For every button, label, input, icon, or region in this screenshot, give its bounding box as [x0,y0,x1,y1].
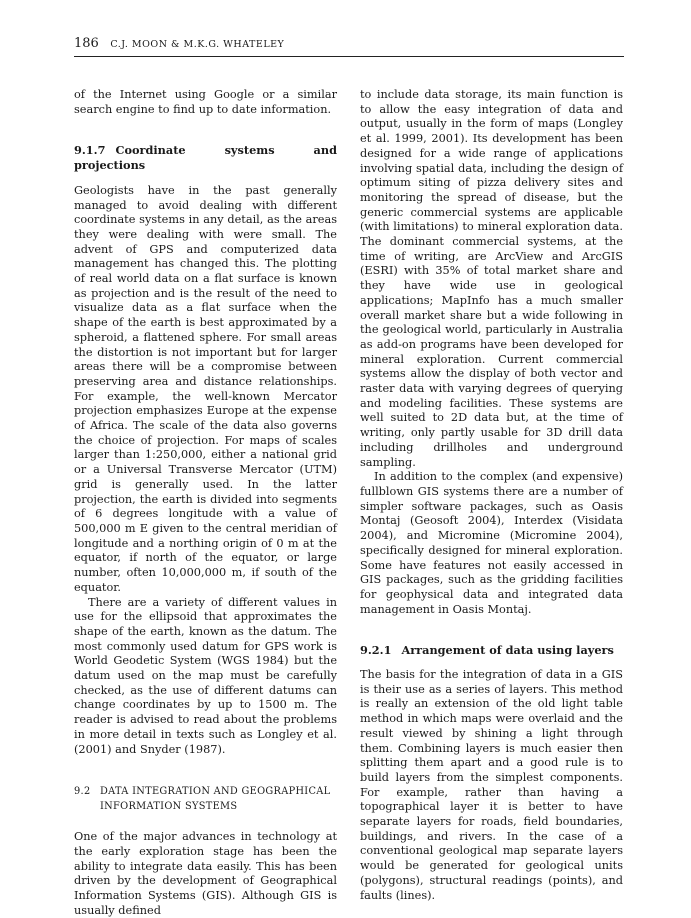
right-column [360,88,623,903]
section-number: 9.2.1 [360,643,392,658]
section-heading-9-2-1 [360,643,623,658]
paragraph-intro: of the Internet using Google or a similar search engine to find up to date information. [74,88,337,116]
section-title: Coordinate systems and projections [74,143,337,173]
header-rule [74,56,624,57]
paragraph-datum: There are a variety of different values in use for the ellipsoid that approximates the shape of the earth, known as the datum. The most commonly used datum for GPS work is World Geodetic System (WGS 1984) but the datum used on the map must be carefully checked, as the use of different datums can change coordinates by up to 1500 m. The reader is advised to read about the problems in more detail in texts such as Longley et al. (2001) and Snyder (1987). [74,595,337,756]
left-column [74,88,337,918]
section-number: 9.1.7 [74,143,106,158]
section-heading-9-2 [74,785,337,814]
section-number: 9.2 [74,786,91,798]
paragraph-gis-packages: In addition to the complex (and expensive) fullblown GIS systems there are a number of simpler software packages, such as Oasis Montaj (Geosoft 2004), Interdex (Visidata 2004), and Micromine (Micromine 2004), specifically designed for mineral exploration. Some have features not easily accessed in GIS packages, such as the gridding facilities for geophysical data and integrated data management in Oasis Montaj. [360,470,623,616]
section-title: Arrangement of data using layers [401,643,614,658]
paragraph-layers: The basis for the integration of data in a GIS is their use as a series of layers. This method is really an extension of the old light table method in which maps were overlaid and the result viewed by shining a light through them. Combining layers is much easier then splitting them apart and a good rule is to build layers from the simplest components. For example, rather than having a topographical layer it is better to have separate layers for roads, field boundaries, buildings, and rivers. In the case of a conventional geological map separate layers would be generated for geological units (polygons), structural readings (points), and faults (lines). [360,668,623,902]
section-title-line-2: INFORMATION SYSTEMS [100,800,238,812]
section-heading-9-1-7 [74,143,337,172]
paragraph-gis-intro: One of the major advances in technology at the early exploration stage has been the ability to integrate data easily. This has been driven by the development of Geographical Information Systems (GIS). Although GIS is usually defined [74,830,337,917]
running-header [74,36,624,51]
running-head-authors: C.J. MOON & M.K.G. WHATELEY [110,39,285,50]
paragraph-gis-continued: to include data storage, its main function is to allow the easy integration of data and output, usually in the form of maps (Longley et al. 1999, 2001). Its development has been designed for a wide range of applications involving spatial data, including the design of optimum siting of pizza delivery sites and monitoring the spread of disease, but the generic commercial systems are applicable (with limitations) to mineral exploration data. The dominant commercial systems, at the time of writing, are ArcView and ArcGIS (ESRI) with 35% of total market share and they have wide use in geological applications; MapInfo has a much smaller overall market share but a wide following in the geological world, particularly in Australia as add-on programs have been developed for mineral exploration. Current commercial systems allow the display of both vector and raster data with varying degrees of querying and modeling facilities. These systems are well suited to 2D data but, at the time of writing, only partly usable for 3D drill data including drillholes and underground sampling. [360,88,623,469]
page-number: 186 [74,36,99,51]
section-title-line-1: DATA INTEGRATION AND GEOGRAPHICAL [100,786,331,798]
paragraph-coordinate-systems: Geologists have in the past generally managed to avoid dealing with different coordinate systems in any detail, as the areas they were dealing with were small. The advent of GPS and computerized data management has changed this. The plotting of real world data on a flat surface is known as projection and is the result of the need to visualize data as a flat surface when the shape of the earth is best approximated by a spheroid, a flattened sphere. For small areas the distortion is not important but for larger areas there will be a compromise between preserving area and distance relationships. For example, the well-known Mercator projection emphasizes Europe at the expense of Africa. The scale of the data also governs the choice of projection. For maps of scales larger than 1:250,000, either a national grid or a Universal Transverse Mercator (UTM) grid is generally used. In the latter projection, the earth is divided into segments of 6 degrees longitude with a value of 500,000 m E given to the central meridian of longitude and a northing origin of 0 m at the equator, if north of the equator, or large number, often 10,000,000 m, if south of the equator. [74,183,337,594]
